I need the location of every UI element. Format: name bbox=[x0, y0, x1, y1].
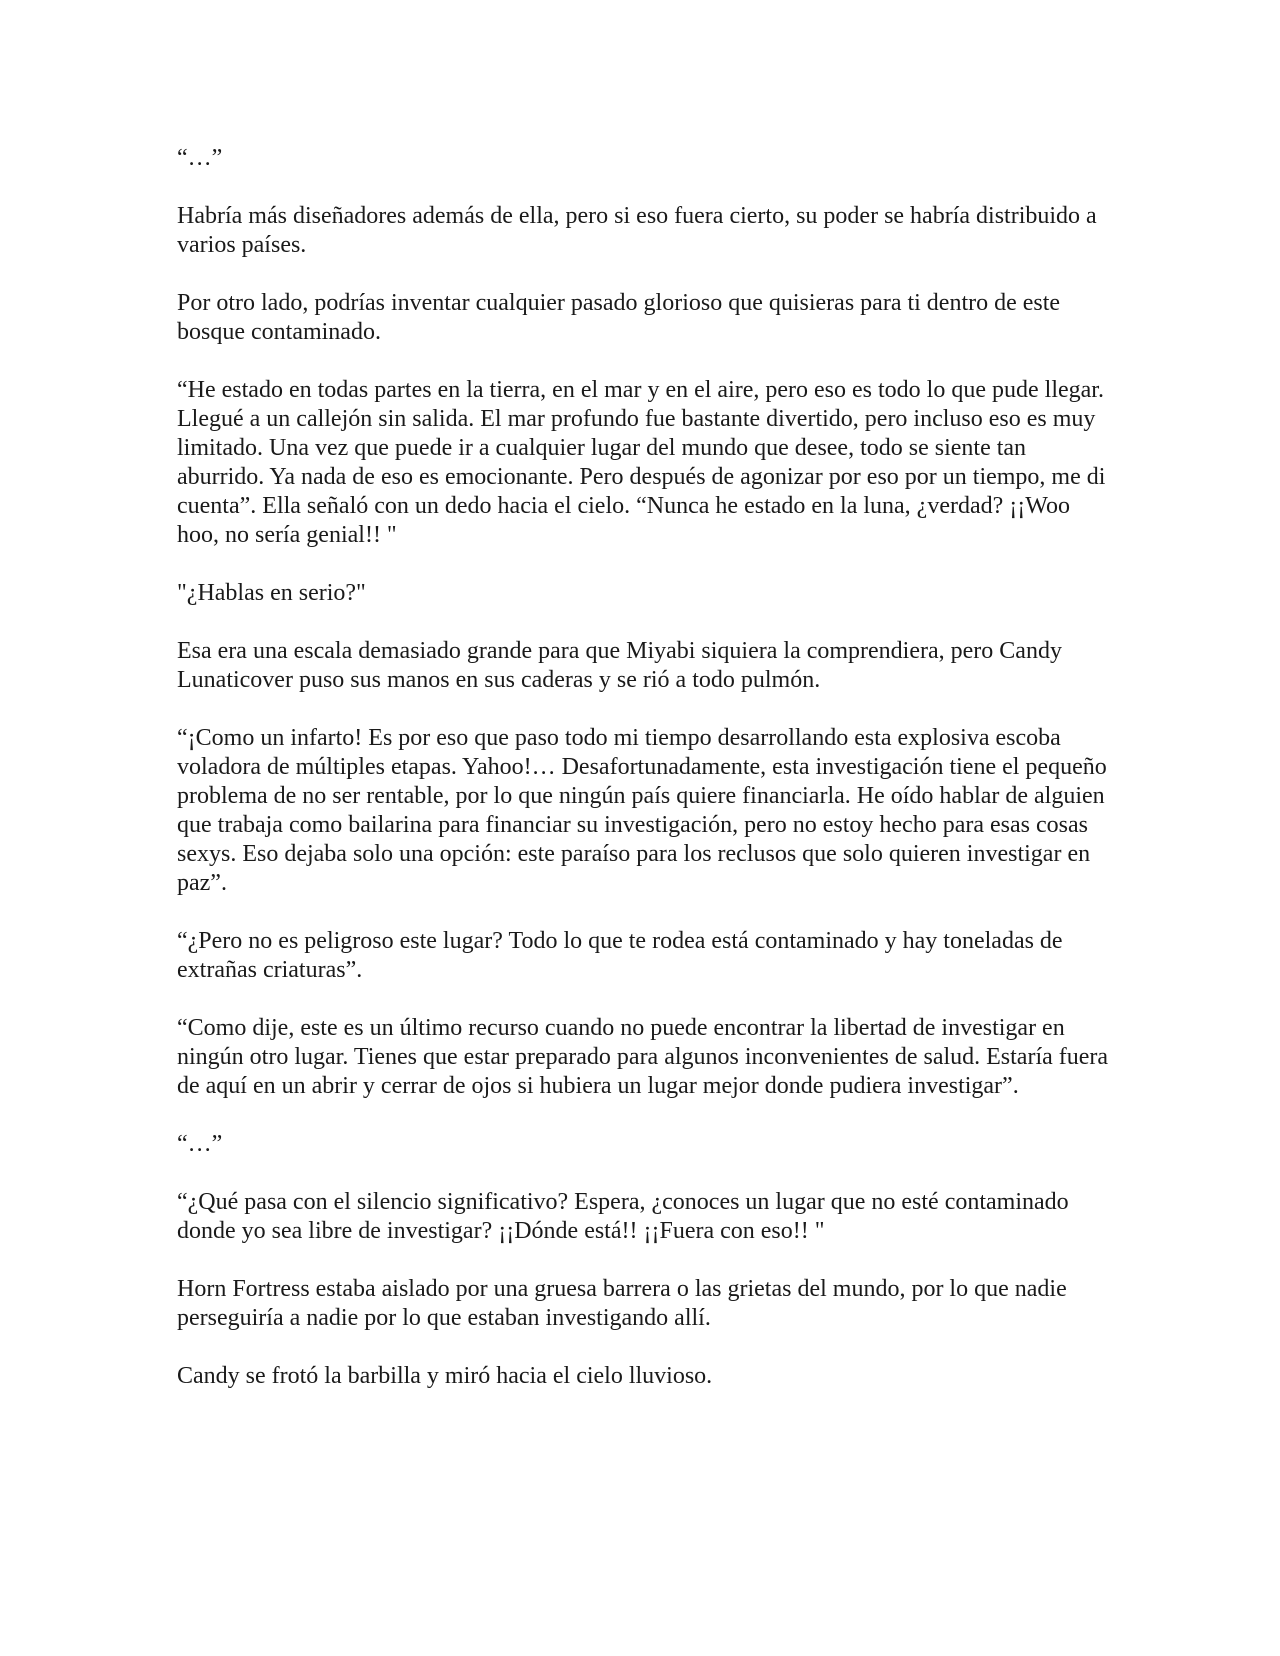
paragraph-ellipsis: “…” bbox=[177, 1131, 223, 1157]
paragraph: “¿Qué pasa con el silencio significativo? Espera, ¿conoces un lugar que no esté contaminado donde yo sea libre de investigar? ¡¡Dónde está!! ¡¡Fuera con eso!! " bbox=[177, 1189, 1069, 1244]
paragraph: “¡Como un infarto! Es por eso que paso todo mi tiempo desarrollando esta explosiva escoba voladora de múltiples etapas. Yahoo!… Desafortunadamente, esta investigación tiene el pequeño problema de no ser rentable, por lo que ningún país quiere financiarla. He oído hablar de alguien que trabaja como bailarina para financiar su investigación, pero no estoy hecho para esas cosas sexys. Eso dejaba solo una opción: este paraíso para los reclusos que solo quieren investigar en paz”. bbox=[177, 725, 1107, 896]
document-body bbox=[177, 144, 1117, 1420]
paragraph: “He estado en todas partes en la tierra, en el mar y en el aire, pero eso es todo lo que pude llegar. Llegué a un callejón sin salida. El mar profundo fue bastante divertido, pero incluso eso es muy limitado. Una vez que puede ir a cualquier lugar del mundo que desee, todo se siente tan aburrido. Ya nada de eso es emocionante. Pero después de agonizar por eso por un tiempo, me di cuenta”. Ella señaló con un dedo hacia el cielo. “Nunca he estado en la luna, ¿verdad? ¡¡Woo hoo, no sería genial!! " bbox=[177, 377, 1106, 548]
paragraph-ellipsis: “…” bbox=[177, 145, 223, 171]
paragraph: “Como dije, este es un último recurso cuando no puede encontrar la libertad de investigar en ningún otro lugar. Tienes que estar preparado para algunos inconvenientes de salud. Estaría fuera de aquí en un abrir y cerrar de ojos si hubiera un lugar mejor donde pudiera investigar”. bbox=[177, 1015, 1109, 1099]
paragraph: Esa era una escala demasiado grande para que Miyabi siquiera la comprendiera, pero Candy Lunaticover puso sus manos en sus caderas y se rió a todo pulmón. bbox=[177, 638, 1062, 693]
paragraph: Candy se frotó la barbilla y miró hacia el cielo lluvioso. bbox=[177, 1363, 713, 1389]
paragraph: Habría más diseñadores además de ella, pero si eso fuera cierto, su poder se habría distribuido a varios países. bbox=[177, 203, 1097, 258]
paragraph: Por otro lado, podrías inventar cualquier pasado glorioso que quisieras para ti dentro de este bosque contaminado. bbox=[177, 290, 1061, 345]
paragraph: “¿Pero no es peligroso este lugar? Todo lo que te rodea está contaminado y hay toneladas de extrañas criaturas”. bbox=[177, 928, 1063, 983]
paragraph: "¿Hablas en serio?" bbox=[177, 580, 366, 606]
paragraph: Horn Fortress estaba aislado por una gruesa barrera o las grietas del mundo, por lo que nadie perseguiría a nadie por lo que estaban investigando allí. bbox=[177, 1276, 1067, 1331]
